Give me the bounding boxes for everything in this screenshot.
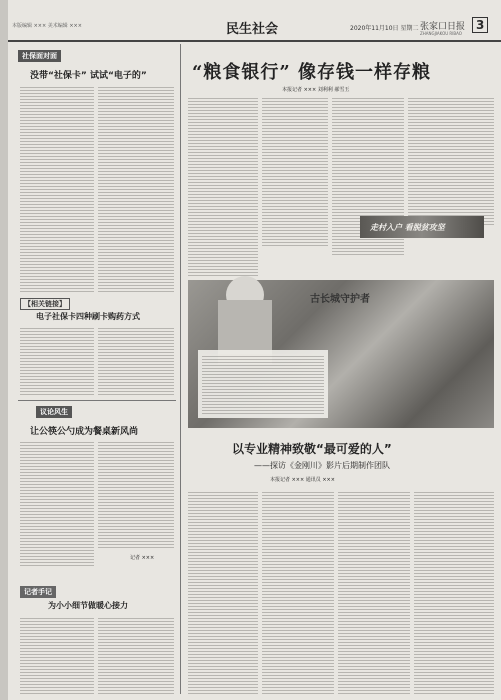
related-headline: 电子社保卡四种刷卡购药方式 (36, 312, 140, 321)
left-divider (18, 400, 176, 401)
left-article-text-2 (98, 85, 174, 293)
left-headline-3: 为小小细节做暖心接力 (48, 601, 128, 610)
lower-text-col4 (414, 490, 494, 694)
section-title: 民生社会 (226, 22, 279, 37)
left-article-text (20, 85, 94, 293)
related-link-tag: 【相关链接】 (20, 298, 70, 310)
main-text-col4 (408, 96, 494, 226)
photo-caption-box (198, 350, 328, 418)
left-headline: 没带“社保卡” 试试“电子的” (30, 71, 147, 81)
lower-text-col1 (188, 490, 258, 694)
lower-text-col3 (338, 490, 410, 694)
left-article3-text (20, 616, 94, 694)
main-text-col1 (188, 96, 258, 276)
column-tag-3: 记者手记 (20, 586, 56, 598)
related-text-2 (98, 326, 174, 396)
lower-text-col2 (262, 490, 334, 694)
left-article2-text-2 (98, 440, 174, 550)
column-rule (180, 44, 181, 694)
main-text-col2 (262, 96, 328, 248)
header-meta: 本版编辑 ××× 美术编辑 ××× (12, 23, 82, 29)
left-author: 记者 ××× (130, 555, 155, 561)
page-header (8, 14, 501, 42)
left-article2-text (20, 440, 94, 566)
related-text (20, 326, 94, 396)
lower-subheadline: ——探访《金刚川》影片后期制作团队 (254, 461, 390, 470)
column-tag-2: 议论风生 (36, 406, 72, 418)
left-article3-text-2 (98, 616, 174, 694)
page-number: 3 (472, 17, 488, 33)
paper-name: 张家口日报 (420, 22, 466, 32)
banner-text: 走村入户 看脱贫攻坚 (370, 223, 445, 232)
paper-pinyin: ZHANGJIAKOU RIBAO (420, 31, 462, 36)
issue-date: 2020年11月10日 星期二 (350, 25, 419, 32)
left-headline-2: 让公筷公勺成为餐桌新风尚 (30, 427, 139, 437)
newspaper-page (8, 0, 501, 700)
lower-byline: 本报记者 ××× 通讯员 ××× (270, 477, 335, 483)
main-headline: “粮食银行” 像存钱一样存粮 (192, 62, 431, 83)
lower-headline: 以专业精神致敬“最可爱的人” (232, 442, 392, 456)
photo-caption: 古长城守护者 (310, 294, 370, 305)
column-tag: 社保面对面 (18, 50, 61, 62)
main-byline: 本报记者 ××× 刘利利 郝雪玉 (282, 87, 350, 93)
photo-caption-text (202, 354, 324, 414)
